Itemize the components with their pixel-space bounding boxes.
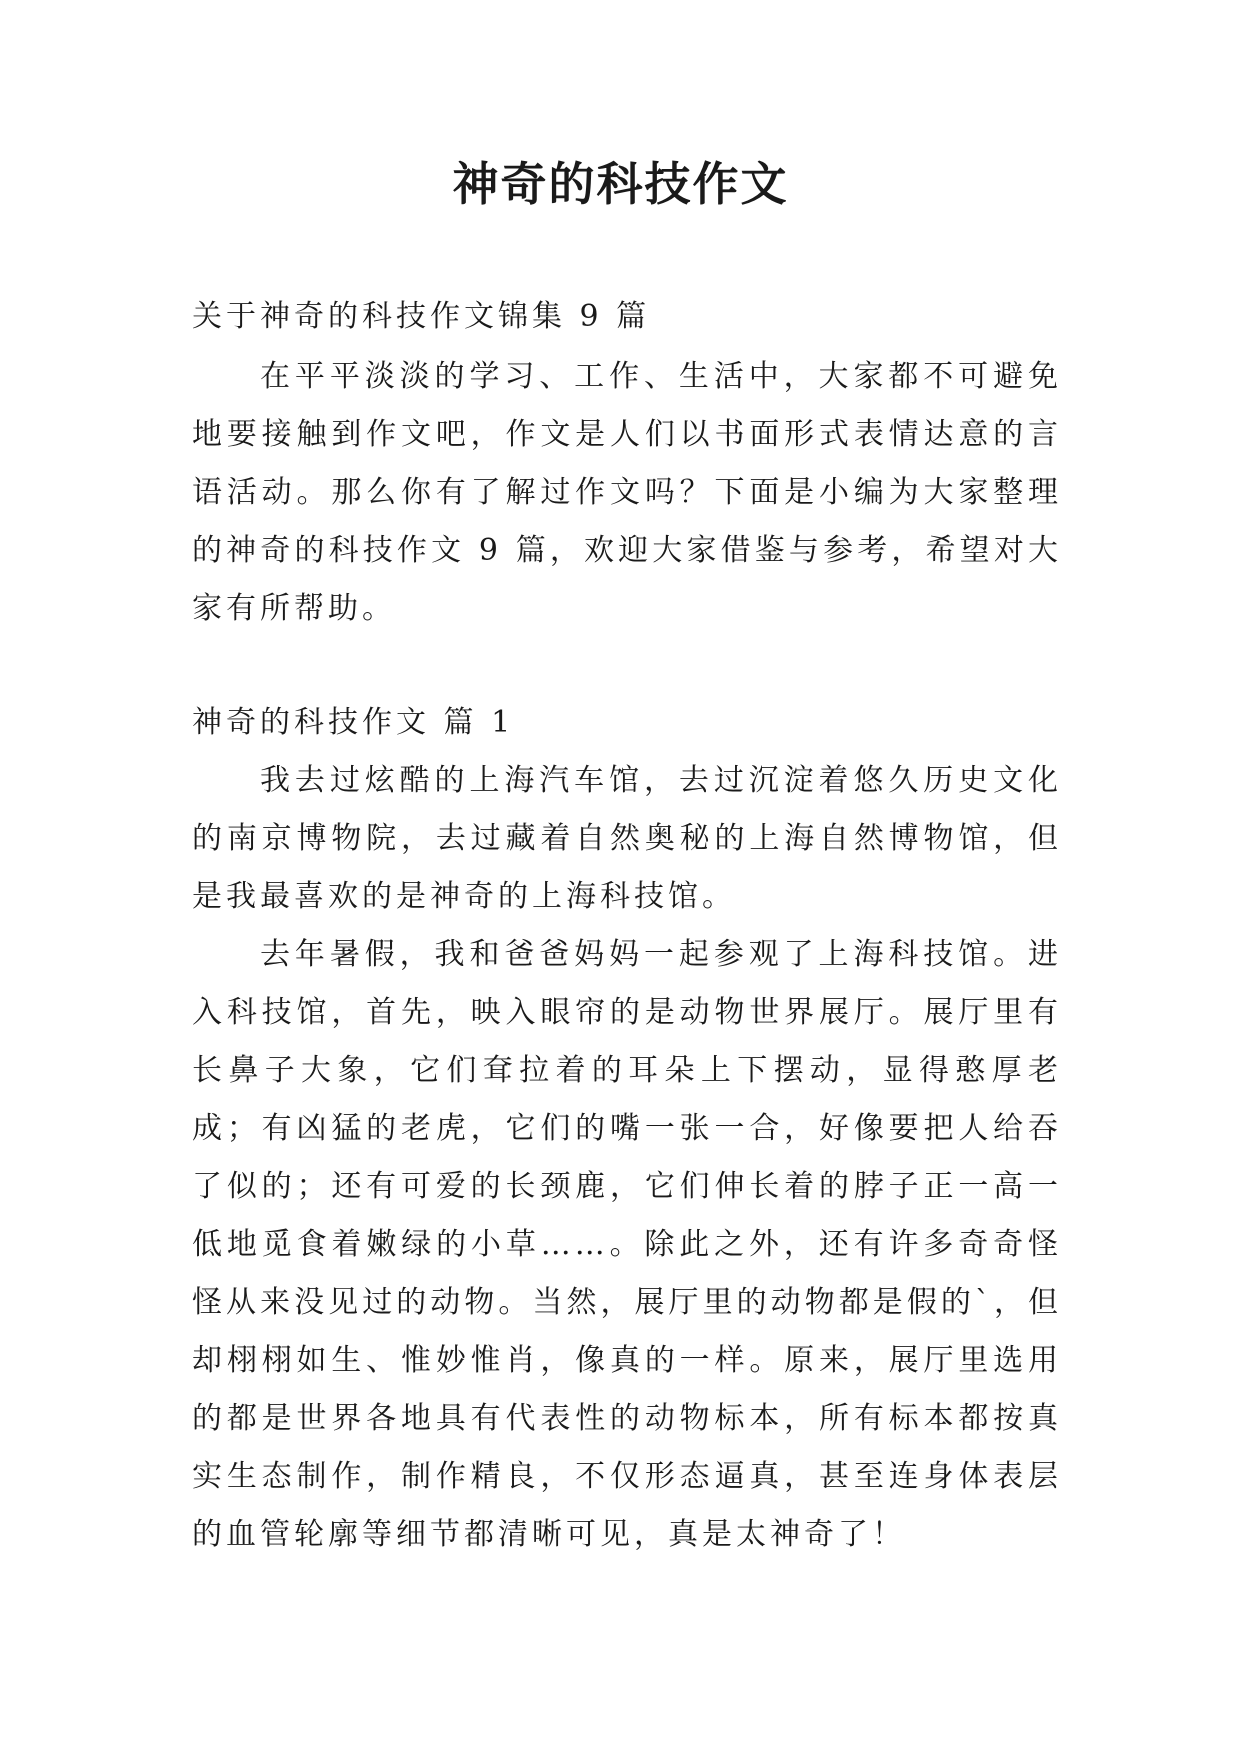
intro-paragraph: 在平平淡淡的学习、工作、生活中，大家都不可避免地要接触到作文吧，作文是人们以书面形式表情达意的言语活动。那么你有了解过作文吗？下面是小编为大家整理的神奇的科技作文 9 篇，欢迎大家借鉴与参考，希望对大家有所帮助。	[192, 359, 1062, 626]
section-paragraph: 我去过炫酷的上海汽车馆，去过沉淀着悠久历史文化的南京博物院，去过藏着自然奥秘的上海自然博物馆，但是我最喜欢的是神奇的上海科技馆。	[192, 763, 1062, 914]
document-subtitle: 关于神奇的科技作文锦集 9 篇	[192, 299, 651, 334]
document-title: 神奇的科技作文	[452, 157, 789, 211]
section-heading: 神奇的科技作文 篇 1	[192, 705, 515, 740]
section-paragraph: 去年暑假，我和爸爸妈妈一起参观了上海科技馆。进入科技馆，首先，映入眼帘的是动物世界展厅。展厅里有长鼻子大象，它们耷拉着的耳朵上下摆动，显得憨厚老成；有凶猛的老虎，它们的嘴一张一合，好像要把人给吞了似的；还有可爱的长颈鹿，它们伸长着的脖子正一高一低地觅食着嫩绿的小草……。除此之外，还有许多奇奇怪怪从来没见过的动物。当然，展厅里的动物都是假的`，但却栩栩如生、惟妙惟肖，像真的一样。原来，展厅里选用的都是世界各地具有代表性的动物标本，所有标本都按真实生态制作，制作精良，不仅形态逼真，甚至连身体表层的血管轮廓等细节都清晰可见，真是太神奇了！	[192, 937, 1062, 1552]
